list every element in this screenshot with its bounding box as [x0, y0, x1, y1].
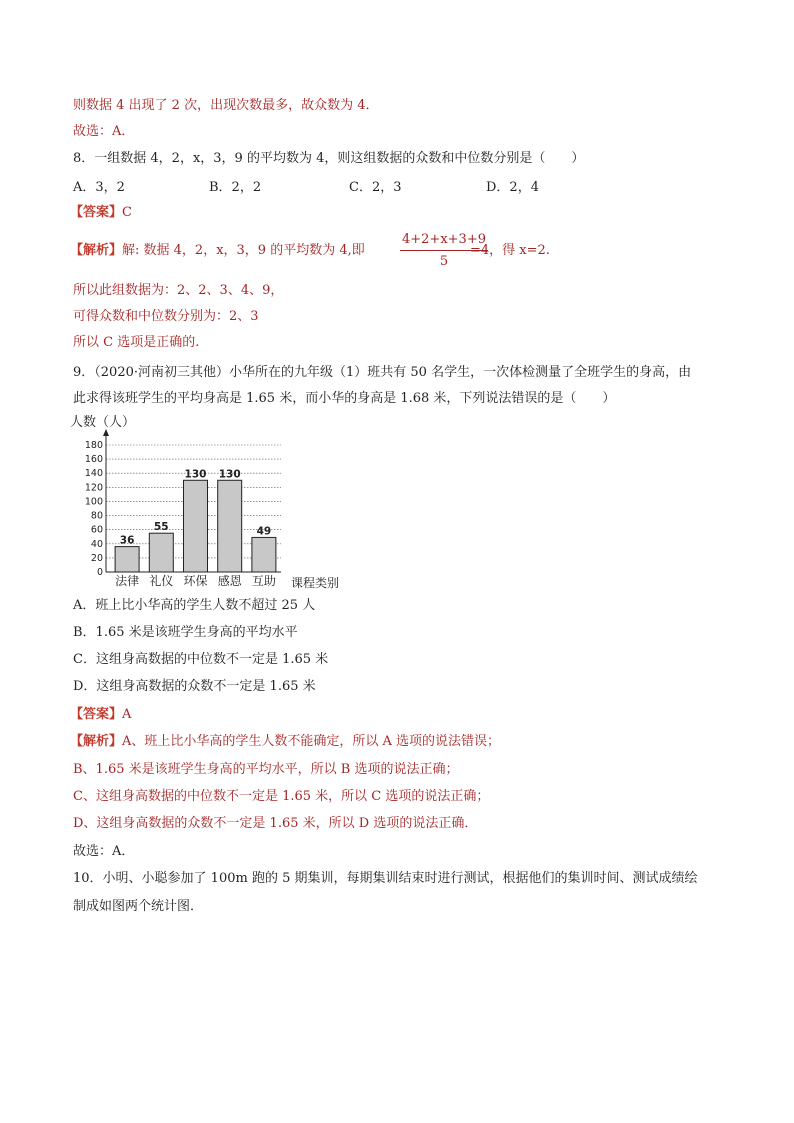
answer-line: [70, 706, 131, 724]
bar-value-label: 55: [153, 521, 169, 534]
y-tick-label: 60: [90, 524, 103, 536]
fraction-denominator: 5: [439, 254, 449, 269]
y-tick-label: 40: [90, 538, 103, 550]
question-10-line-1: 10．小明、小聪参加了 100m 跑的 5 期集训，每期集训结束时进行测试，根据他们的集训时间、测试成绩绘: [73, 871, 698, 886]
y-axis-label: 人数（人）: [70, 415, 136, 430]
x-tick-label: 互助: [251, 574, 276, 588]
x-axis-label: 课程类别: [291, 576, 340, 590]
bar-value-label: 36: [119, 534, 135, 547]
analysis-text-end: =4，得 x=2.: [470, 243, 550, 258]
x-tick-label: 法律: [115, 574, 140, 588]
analysis-tag: 【解析】: [70, 734, 123, 749]
text-line: C、这组身高数据的中位数不一定是 1.65 米，所以 C 选项的说法正确；: [73, 789, 490, 804]
bar: [184, 480, 208, 572]
bar: [149, 533, 173, 572]
answer-value: A: [122, 707, 132, 722]
text-line: 则数据 4 出现了 2 次，出现次数最多，故众数为 4．: [73, 98, 379, 113]
y-tick-label: 140: [84, 468, 103, 480]
x-tick-label: 感恩: [217, 574, 242, 588]
option-c: C．这组身高数据的中位数不一定是 1.65 米: [73, 652, 329, 667]
text-line: B、1.65 米是该班学生身高的平均水平，所以 B 选项的说法正确；: [73, 762, 459, 777]
analysis-line: [70, 733, 500, 751]
bar: [115, 547, 139, 572]
option-d: D．这组身高数据的众数不一定是 1.65 米: [73, 679, 316, 694]
question-9-line-2: 此求得该班学生的平均身高是 1.65 米，而小华的身高是 1.68 米，下列说法错误的是（ ）: [73, 391, 616, 406]
option-c: C．2，3: [349, 180, 402, 195]
option-a: A．班上比小华高的学生人数不超过 25 人: [73, 598, 316, 613]
bar-chart: [68, 412, 358, 594]
question-8: 8．一组数据 4，2，x，3，9 的平均数为 4，则这组数据的众数和中位数分别是（ ）: [73, 151, 585, 166]
bar-value-label: 49: [256, 525, 272, 538]
bar: [218, 480, 242, 572]
text-line: 可得众数和中位数分别为：2、3: [73, 309, 259, 324]
option-a: A．3，2: [73, 180, 125, 195]
text-line: 所以此组数据为：2、2、3、4、9，: [73, 283, 284, 298]
question-9-line-1: 9．（2020·河南初三其他）小华所在的九年级（1）班共有 50 名学生，一次体检测量了全班学生的身高，由: [73, 365, 692, 380]
text-line: 所以 C 选项是正确的.: [73, 335, 200, 350]
y-tick-label: 100: [84, 496, 103, 508]
question-10-line-2: 制成如图两个统计图．: [73, 899, 204, 914]
y-tick-label: 120: [84, 482, 103, 494]
answer-tag: 【答案】: [70, 205, 123, 220]
fraction-numerator: 4+2+x+3+9: [402, 232, 486, 247]
bar: [252, 537, 276, 572]
y-tick-label: 0: [96, 567, 103, 578]
analysis-text: A、班上比小华高的学生人数不能确定，所以 A 选项的说法错误；: [122, 734, 501, 749]
text-line: D、这组身高数据的众数不一定是 1.65 米，所以 D 选项的说法正确．: [73, 816, 478, 831]
y-axis-arrow: [103, 429, 109, 436]
text-line: 故选：A．: [73, 844, 135, 859]
bar-value-label: 130: [218, 468, 241, 481]
option-b: B．1.65 米是该班学生身高的平均水平: [73, 625, 298, 640]
y-tick-label: 180: [84, 440, 103, 451]
analysis-text: 解: 数据 4，2，x，3，9 的平均数为 4,即: [122, 243, 365, 258]
answer-tag: 【答案】: [70, 707, 123, 722]
analysis-tag: 【解析】: [70, 243, 123, 258]
option-b: B．2，2: [209, 180, 262, 195]
bar-value-label: 130: [184, 468, 207, 481]
y-tick-label: 160: [84, 454, 103, 466]
x-tick-label: 环保: [183, 574, 208, 588]
y-tick-label: 20: [90, 552, 103, 564]
option-d: D．2，4: [486, 180, 539, 195]
answer-line: [70, 204, 132, 222]
answer-value: C: [122, 205, 132, 220]
analysis-line: [70, 242, 365, 260]
y-tick-label: 80: [90, 510, 103, 522]
text-line: 故选：A．: [73, 124, 135, 139]
x-tick-label: 礼仪: [149, 574, 174, 588]
